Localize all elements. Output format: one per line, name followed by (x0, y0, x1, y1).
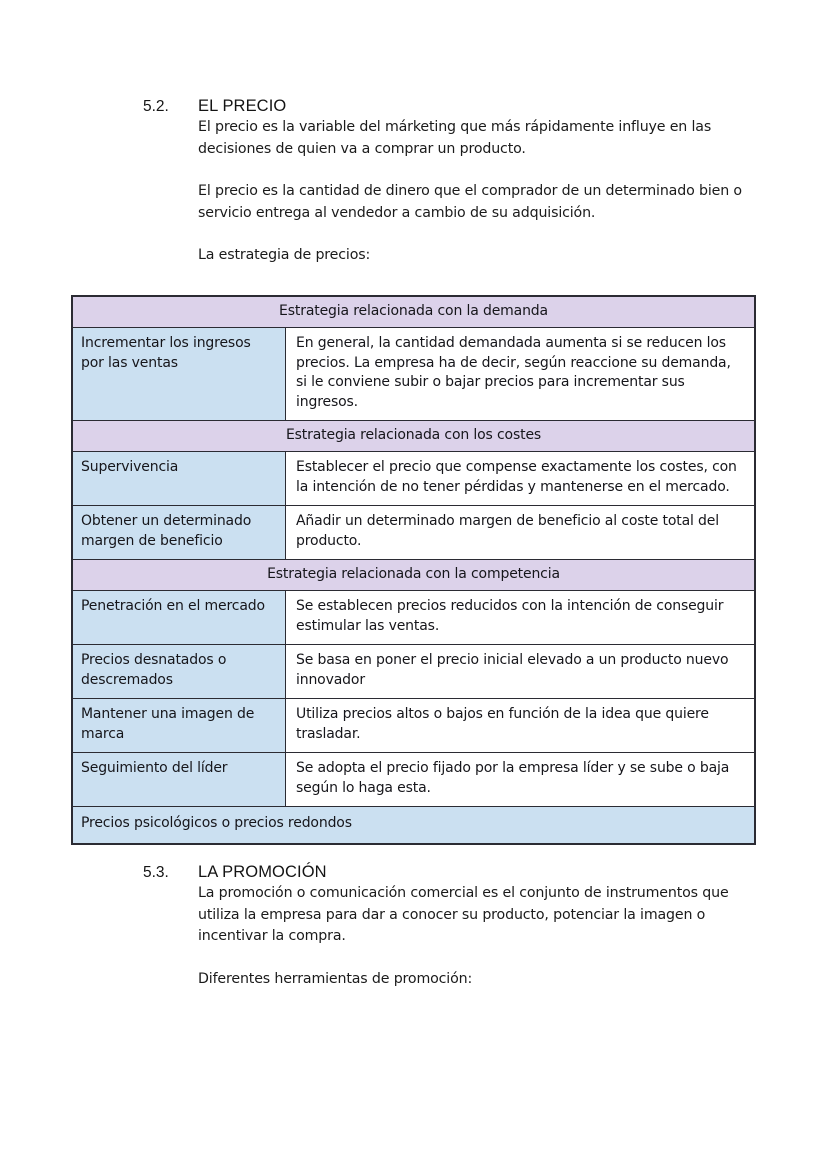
table-footer-row: Precios psicológicos o precios redondos (73, 807, 754, 843)
paragraph: El precio es la cantidad de dinero que el comprador de un determinado bien o servicio entrega al vendedor a cambio de su adquisición. (198, 183, 742, 221)
paragraph: El precio es la variable del márketing que más rápidamente influye en las decisiones de quien va a comprar un producto. (198, 119, 712, 157)
table-cell-label: Incrementar los ingresos por las ventas (73, 328, 286, 420)
paragraph: Diferentes herramientas de promoción: (198, 970, 473, 987)
table-band-header: Estrategia relacionada con los costes (73, 421, 754, 452)
table-row (73, 645, 754, 699)
table-cell-label: Seguimiento del líder (73, 753, 286, 806)
section-5-3-number: 5.3. (143, 864, 169, 881)
section-5-2-number: 5.2. (143, 98, 169, 115)
table-row (73, 452, 754, 506)
section-5-3-heading (143, 862, 753, 883)
table-cell-label: Mantener una imagen de marca (73, 699, 286, 752)
section-5-2 (143, 96, 753, 267)
section-5-2-body (198, 117, 753, 267)
section-5-2-heading (143, 96, 753, 117)
table-cell-label: Penetración en el mercado (73, 591, 286, 644)
table-row (73, 328, 754, 421)
section-5-3-body (198, 883, 753, 990)
table-cell-description: Establecer el precio que compense exactamente los costes, con la intención de no tener pérdidas y mantenerse en el mercado. (286, 452, 754, 505)
section-5-3-title: LA PROMOCIÓN (198, 863, 327, 881)
pricing-strategy-table (71, 295, 756, 845)
table-row (73, 753, 754, 807)
table-cell-description: Utiliza precios altos o bajos en función de la idea que quiere trasladar. (286, 699, 754, 752)
table-cell-description: Se adopta el precio fijado por la empresa líder y se sube o baja según lo haga esta. (286, 753, 754, 806)
table-cell-description: Añadir un determinado margen de beneficio al coste total del producto. (286, 506, 754, 559)
table-row (73, 591, 754, 645)
table-band-header: Estrategia relacionada con la competencia (73, 560, 754, 591)
table-row (73, 506, 754, 560)
table-cell-description: Se establecen precios reducidos con la intención de conseguir estimular las ventas. (286, 591, 754, 644)
section-5-3 (143, 862, 753, 990)
paragraph: La estrategia de precios: (198, 247, 371, 263)
table-cell-label: Precios desnatados o descremados (73, 645, 286, 698)
paragraph: La promoción o comunicación comercial es el conjunto de instrumentos que utiliza la empresa para dar a conocer su producto, potenciar la imagen o incentivar la compra. (198, 885, 729, 944)
table-cell-label: Supervivencia (73, 452, 286, 505)
table-band-header: Estrategia relacionada con la demanda (73, 297, 754, 328)
section-5-2-title: EL PRECIO (198, 97, 287, 115)
table-cell-label: Obtener un determinado margen de beneficio (73, 506, 286, 559)
table-cell-description: En general, la cantidad demandada aumenta si se reducen los precios. La empresa ha de decir, según reaccione su demanda, si le conviene subir o bajar precios para incrementar sus ingresos. (286, 328, 754, 420)
table-row (73, 699, 754, 753)
table-cell-description: Se basa en poner el precio inicial elevado a un producto nuevo innovador (286, 645, 754, 698)
